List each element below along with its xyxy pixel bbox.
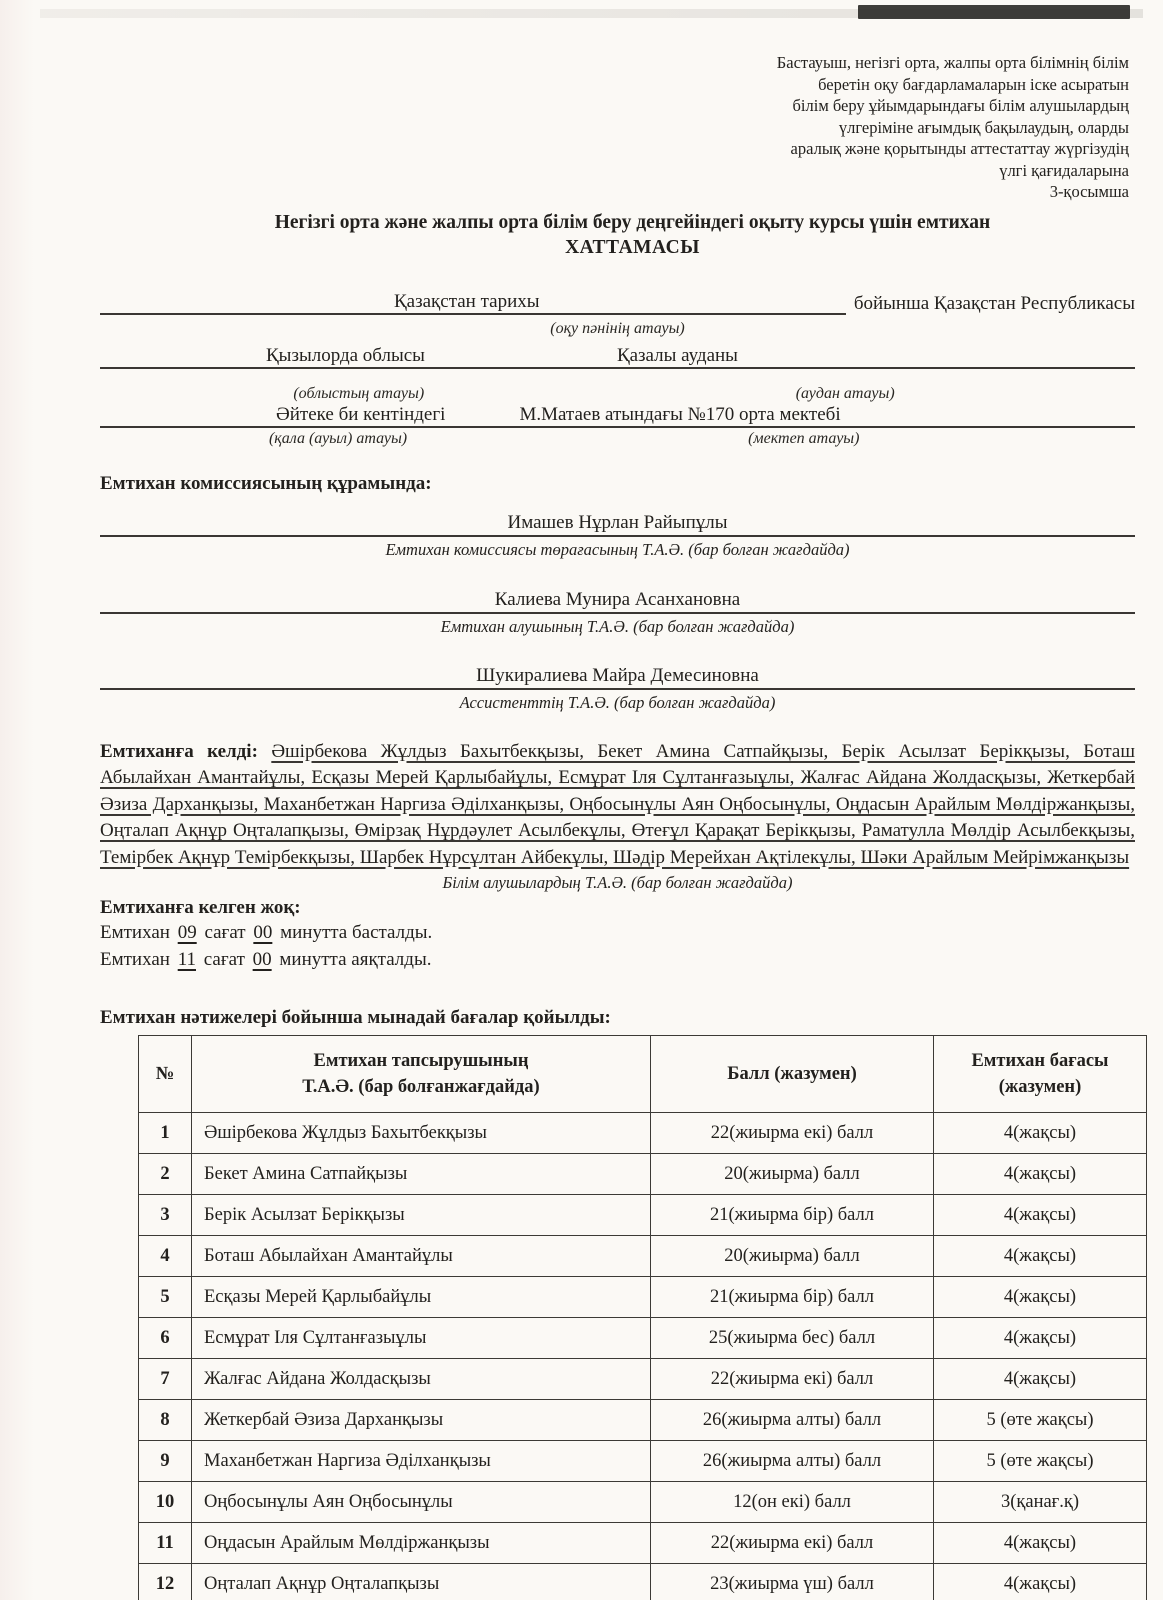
score: 12(он екі) балл xyxy=(651,1482,934,1523)
region-district-captions xyxy=(100,385,1135,403)
student-name: Оңбосынұлы Аян Оңбосынұлы xyxy=(192,1482,651,1523)
row-number: 6 xyxy=(139,1318,192,1359)
commission-chair-name: Имашев Нұрлан Райыпұлы xyxy=(100,512,1135,537)
subject-caption-row xyxy=(100,320,1135,338)
text-line: Т.А.Ә. (бар болғанжағдайда) xyxy=(302,1077,540,1097)
score: 26(жиырма алты) балл xyxy=(651,1441,934,1482)
blank-underline xyxy=(431,345,611,369)
attendance-names: Әшірбекова Жұлдыз Бахытбекқызы, Бекет Амина Сатпайқызы, Берік Асылзат Берікқызы, Боташ Абылайхан Амантайұлы, Есқазы Мерей Қарлыбайұлы, Есмұрат Іля Сұлтанғазыұлы, Жалғас Айдана Жолдасқызы, Жеткербай Әзиза Дарханқызы, Маханбетжан Наргиза Әділханқызы, Оңбосынұлы Аян Оңбосынұлы, Оңдасын Арайлым Мөлдіржанқызы, Оңталап Ақнұр Оңталапқызы, Өмірзақ Нұрдәулет Асылбекұлы, Өтеғұл Қарақат Берікқызы, Раматулла Мөлдір Асылбекқызы, Темірбек Ақнұр Темірбекқызы, Шарбек Нұрсұлтан Айбекұлы, Шәдір Мерейхан Ақтілекұлы, Шәки Арайлым Мейрімжанқызы xyxy=(100,740,1135,868)
grade: 4(жақсы) xyxy=(934,1564,1147,1600)
student-name: Маханбетжан Наргиза Әділханқызы xyxy=(192,1441,651,1482)
commission-chair-caption: Емтихан комиссиясы төрағасының Т.А.Ә. (бар болған жағдайда) xyxy=(385,539,850,559)
region-value: Қызылорда облысы xyxy=(260,345,431,369)
table-row xyxy=(139,1482,1147,1523)
score: 22(жиырма екі) балл xyxy=(651,1113,934,1154)
blank-underline xyxy=(100,291,388,315)
header-row xyxy=(139,1036,1147,1113)
attendance-caption: Білім алушылардың Т.А.Ә. (бар болған жағдайда) xyxy=(442,873,793,892)
start-hour: 09 xyxy=(177,922,197,943)
blank-underline xyxy=(744,345,1135,369)
document-title xyxy=(130,210,1135,260)
header-number: № xyxy=(139,1036,192,1113)
row-number: 10 xyxy=(139,1482,192,1523)
appendix-reference-block xyxy=(100,52,1129,203)
table-row xyxy=(139,1359,1147,1400)
text-line: білім беру ұйымдарындағы білім алушылардың xyxy=(792,96,1129,115)
exam-end-line xyxy=(100,946,1135,973)
row-number: 12 xyxy=(139,1564,192,1600)
row-number: 4 xyxy=(139,1236,192,1277)
student-name: Есқазы Мерей Қарлыбайұлы xyxy=(192,1277,651,1318)
attendance-label: Емтиханға келді: xyxy=(100,740,258,762)
grade: 4(жақсы) xyxy=(934,1236,1147,1277)
grade: 4(жақсы) xyxy=(934,1195,1147,1236)
examiner-caption: Емтихан алушының Т.А.Ә. (бар болған жағдайда) xyxy=(440,616,795,636)
start-prefix: Емтихан xyxy=(100,922,170,943)
results-table-body xyxy=(139,1113,1147,1600)
settlement-caption: (қала (ауыл) атауы) xyxy=(268,429,408,447)
settlement-value: Әйтеке би кентіндегі xyxy=(270,404,451,428)
student-name: Оңдасын Арайлым Мөлдіржанқызы xyxy=(192,1523,651,1564)
district-caption: (аудан атауы) xyxy=(795,384,895,402)
row-number: 3 xyxy=(139,1195,192,1236)
region-district-line xyxy=(100,345,1135,369)
score: 23(жиырма үш) балл xyxy=(651,1564,934,1600)
results-table-head xyxy=(139,1036,1147,1113)
end-minute: 00 xyxy=(252,949,272,970)
end-hour: 11 xyxy=(177,949,196,970)
row-number: 5 xyxy=(139,1277,192,1318)
blank-underline xyxy=(100,404,270,428)
row-number: 9 xyxy=(139,1441,192,1482)
grade: 4(жақсы) xyxy=(934,1359,1147,1400)
row-number: 8 xyxy=(139,1400,192,1441)
region-caption: (облыстың атауы) xyxy=(293,384,425,402)
text-line: 3-қосымша xyxy=(1049,182,1129,201)
table-row xyxy=(139,1236,1147,1277)
grade: 4(жақсы) xyxy=(934,1523,1147,1564)
grade: 4(жақсы) xyxy=(934,1318,1147,1359)
text-line: беретін оқу бағдарламаларын іске асыратын xyxy=(818,74,1129,94)
score: 22(жиырма екі) балл xyxy=(651,1359,934,1400)
exam-start-line xyxy=(100,919,1135,946)
title-line2: ХАТТАМАСЫ xyxy=(565,236,700,258)
grade: 5 (өте жақсы) xyxy=(934,1441,1147,1482)
assistant-caption: Ассистенттің Т.А.Ә. (бар болған жағдайда) xyxy=(459,692,776,712)
blank-underline xyxy=(100,345,260,369)
subject-line xyxy=(100,291,1135,315)
school-caption: (мектеп атауы) xyxy=(748,429,860,447)
grade: 4(жақсы) xyxy=(934,1113,1147,1154)
score: 26(жиырма алты) балл xyxy=(651,1400,934,1441)
subject-suffix: бойынша Қазақстан Республикасы xyxy=(853,292,1135,314)
end-prefix: Емтихан xyxy=(100,949,170,970)
student-name: Жеткербай Әзиза Дарханқызы xyxy=(192,1400,651,1441)
row-number: 2 xyxy=(139,1154,192,1195)
text-line: үлгі қағидаларына xyxy=(999,160,1129,180)
examiner-name: Калиева Мунира Асанхановна xyxy=(100,589,1135,614)
student-name: Әшірбекова Жұлдыз Бахытбекқызы xyxy=(192,1113,651,1154)
grade: 4(жақсы) xyxy=(934,1277,1147,1318)
attendance-paragraph xyxy=(100,739,1135,872)
score: 21(жиырма бір) балл xyxy=(651,1195,934,1236)
commission-heading: Емтихан комиссиясының құрамында: xyxy=(100,472,432,494)
student-name: Оңталап Ақнұр Оңталапқызы xyxy=(192,1564,651,1600)
row-number: 11 xyxy=(139,1523,192,1564)
score: 21(жиырма бір) балл xyxy=(651,1277,934,1318)
school-value: М.Матаев атындағы №170 орта мектебі xyxy=(513,404,846,428)
score: 25(жиырма бес) балл xyxy=(651,1318,934,1359)
student-name: Боташ Абылайхан Амантайұлы xyxy=(192,1236,651,1277)
start-hour-word: сағат xyxy=(204,922,246,943)
settlement-school-captions xyxy=(100,430,1135,448)
header-student-name xyxy=(192,1036,651,1113)
table-row xyxy=(139,1277,1147,1318)
settlement-school-line xyxy=(100,404,1135,428)
assistant-name: Шукиралиева Майра Демесиновна xyxy=(100,665,1135,690)
row-number: 7 xyxy=(139,1359,192,1400)
start-suffix: минутта басталды. xyxy=(280,922,433,943)
document-content xyxy=(100,52,1135,1600)
table-row xyxy=(139,1195,1147,1236)
blank-underline xyxy=(546,291,846,315)
table-row xyxy=(139,1113,1147,1154)
grade: 4(жақсы) xyxy=(934,1154,1147,1195)
table-row xyxy=(139,1154,1147,1195)
end-suffix: минутта аяқталды. xyxy=(279,949,432,970)
table-row xyxy=(139,1523,1147,1564)
district-value: Қазалы ауданы xyxy=(611,345,744,369)
student-name: Берік Асылзат Берікқызы xyxy=(192,1195,651,1236)
score: 20(жиырма) балл xyxy=(651,1236,934,1277)
table-row xyxy=(139,1318,1147,1359)
text-line: үлгеріміне ағымдық бақылаудың, оларды xyxy=(838,117,1129,137)
header-grade xyxy=(934,1036,1147,1113)
blank-underline xyxy=(451,404,513,428)
row-number: 1 xyxy=(139,1113,192,1154)
score: 20(жиырма) балл xyxy=(651,1154,934,1195)
table-row xyxy=(139,1564,1147,1600)
grade: 3(қанағ.қ) xyxy=(934,1482,1147,1523)
start-minute: 00 xyxy=(253,922,273,943)
blank-underline xyxy=(847,404,1135,428)
results-table xyxy=(138,1035,1147,1600)
student-name: Есмұрат Іля Сұлтанғазыұлы xyxy=(192,1318,651,1359)
header-score: Балл (жазумен) xyxy=(651,1036,934,1113)
text-line: Емтихан тапсырушының xyxy=(313,1051,529,1071)
score: 22(жиырма екі) балл xyxy=(651,1523,934,1564)
table-row xyxy=(139,1400,1147,1441)
text-line: аралық және қорытынды аттестаттау жүргізудің xyxy=(790,139,1129,158)
results-heading: Емтихан нәтижелері бойынша мынадай бағалар қойылды: xyxy=(100,1007,611,1028)
table-row xyxy=(139,1441,1147,1482)
text-line: Бастауыш, негізгі орта, жалпы орта білімнің білім xyxy=(776,53,1129,72)
student-name: Жалғас Айдана Жолдасқызы xyxy=(192,1359,651,1400)
title-line1: Негізгі орта және жалпы орта білім беру деңгейіндегі оқыту курсы үшін емтихан xyxy=(274,211,991,233)
text-line: (жазумен) xyxy=(998,1077,1082,1097)
student-name: Бекет Амина Сатпайқызы xyxy=(192,1154,651,1195)
scan-artifact-dark-bar xyxy=(858,5,1130,19)
end-hour-word: сағат xyxy=(203,949,245,970)
text-line: Емтихан бағасы xyxy=(971,1051,1109,1071)
subject-caption: (оқу пәнінің атауы) xyxy=(550,319,685,337)
grade: 5 (өте жақсы) xyxy=(934,1400,1147,1441)
absent-label: Емтиханға келген жоқ: xyxy=(100,897,301,918)
subject-value: Қазақстан тарихы xyxy=(388,291,546,315)
